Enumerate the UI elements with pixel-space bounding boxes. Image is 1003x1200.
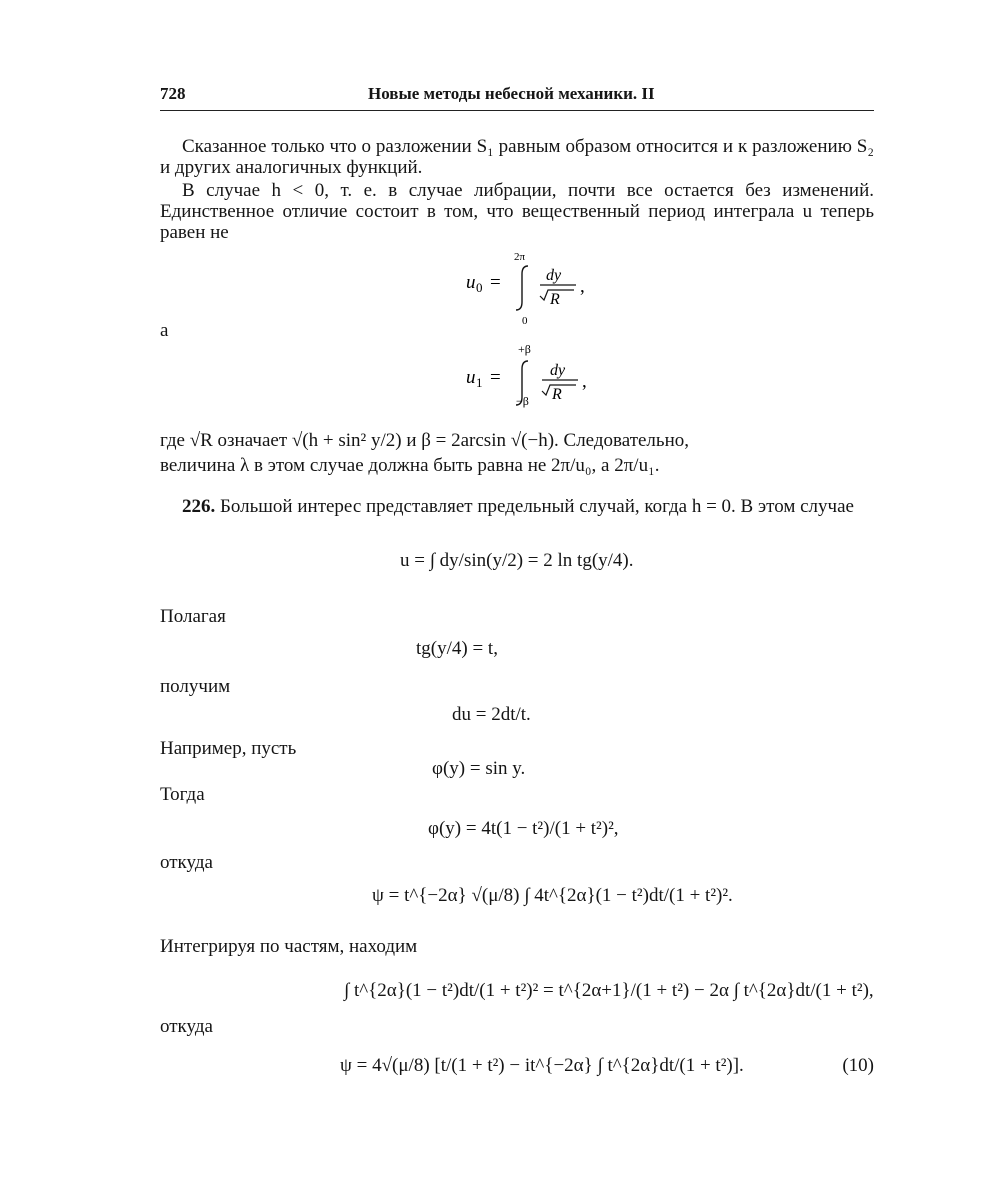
label-naprimer: Например, пусть bbox=[160, 738, 297, 759]
svg-text:0: 0 bbox=[522, 315, 528, 327]
svg-text:u: u bbox=[466, 272, 476, 293]
svg-text:R: R bbox=[552, 386, 562, 403]
formula-du: du = 2dt/t. bbox=[452, 704, 531, 725]
svg-text:−β: −β bbox=[516, 394, 529, 408]
svg-text:R: R bbox=[550, 291, 560, 308]
svg-text:dy: dy bbox=[546, 267, 562, 284]
paragraph-expansion: Сказанное только что о разложении S₁ равным образом относится и к разложению S₂ и других аналогичных функций. bbox=[160, 136, 874, 178]
section-226 bbox=[160, 496, 874, 517]
formula-psi-integral: ψ = t^{−2α} √(μ/8) ∫ 4t^{2α}(1 − t²)dt/(1 + t²)². bbox=[372, 885, 733, 906]
svg-text:2π: 2π bbox=[514, 251, 526, 263]
formula-u0-graphic bbox=[466, 251, 606, 327]
svg-text:=: = bbox=[490, 367, 501, 388]
svg-text:+β: +β bbox=[518, 342, 531, 356]
section-text: Большой интерес представляет предельный случай, когда h = 0. В этом случае bbox=[220, 496, 854, 517]
formula-tg-substitution: tg(y/4) = t, bbox=[416, 638, 498, 659]
label-poluchim: получим bbox=[160, 676, 231, 697]
svg-text:0: 0 bbox=[476, 280, 483, 295]
svg-text:=: = bbox=[490, 272, 501, 293]
svg-text:dy: dy bbox=[550, 362, 566, 379]
formula-phi-t: φ(y) = 4t(1 − t²)/(1 + t²)², bbox=[428, 818, 619, 839]
label-otkuda-2: откуда bbox=[160, 1016, 213, 1037]
where-line-1: где √R означает √(h + sin² y/2) и β = 2arcsin √(−h). Следовательно, bbox=[160, 430, 689, 451]
paragraph-libration: В случае h < 0, т. е. в случае либрации, почти все остается без изменений. Единственное отличие состоит в том, что вещественный период интеграла u теперь равен не bbox=[160, 180, 874, 243]
label-togda: Тогда bbox=[160, 784, 205, 805]
conjunction-a: а bbox=[160, 320, 169, 341]
svg-text:u: u bbox=[466, 367, 476, 388]
formula-psi-final: ψ = 4√(μ/8) [t/(1 + t²) − it^{−2α} ∫ t^{2α}dt/(1 + t²)]. bbox=[340, 1055, 744, 1076]
where-line-2: величина λ в этом случае должна быть равна не 2π/u₀, а 2π/u₁. bbox=[160, 455, 660, 476]
svg-text:1: 1 bbox=[476, 375, 483, 390]
header-rule bbox=[160, 110, 874, 111]
formula-integration-by-parts: ∫ t^{2α}(1 − t²)dt/(1 + t²)² = t^{2α+1}/(1 + t²) − 2α ∫ t^{2α}dt/(1 + t²), bbox=[344, 980, 874, 1001]
running-title: Новые методы небесной механики. II bbox=[368, 84, 655, 103]
equation-number: (10) bbox=[842, 1055, 874, 1076]
svg-text:,: , bbox=[582, 371, 587, 392]
section-number: 226. bbox=[182, 496, 216, 517]
label-integriruya: Интегрируя по частям, находим bbox=[160, 936, 418, 957]
label-otkuda-1: откуда bbox=[160, 852, 213, 873]
formula-u1-graphic bbox=[466, 342, 606, 408]
page-number: 728 bbox=[160, 84, 186, 103]
formula-phi-sin: φ(y) = sin y. bbox=[432, 758, 526, 779]
svg-text:,: , bbox=[580, 276, 585, 297]
label-polagaya: Полагая bbox=[160, 606, 226, 627]
formula-u-integral: u = ∫ dy/sin(y/2) = 2 ln tg(y/4). bbox=[400, 550, 634, 571]
